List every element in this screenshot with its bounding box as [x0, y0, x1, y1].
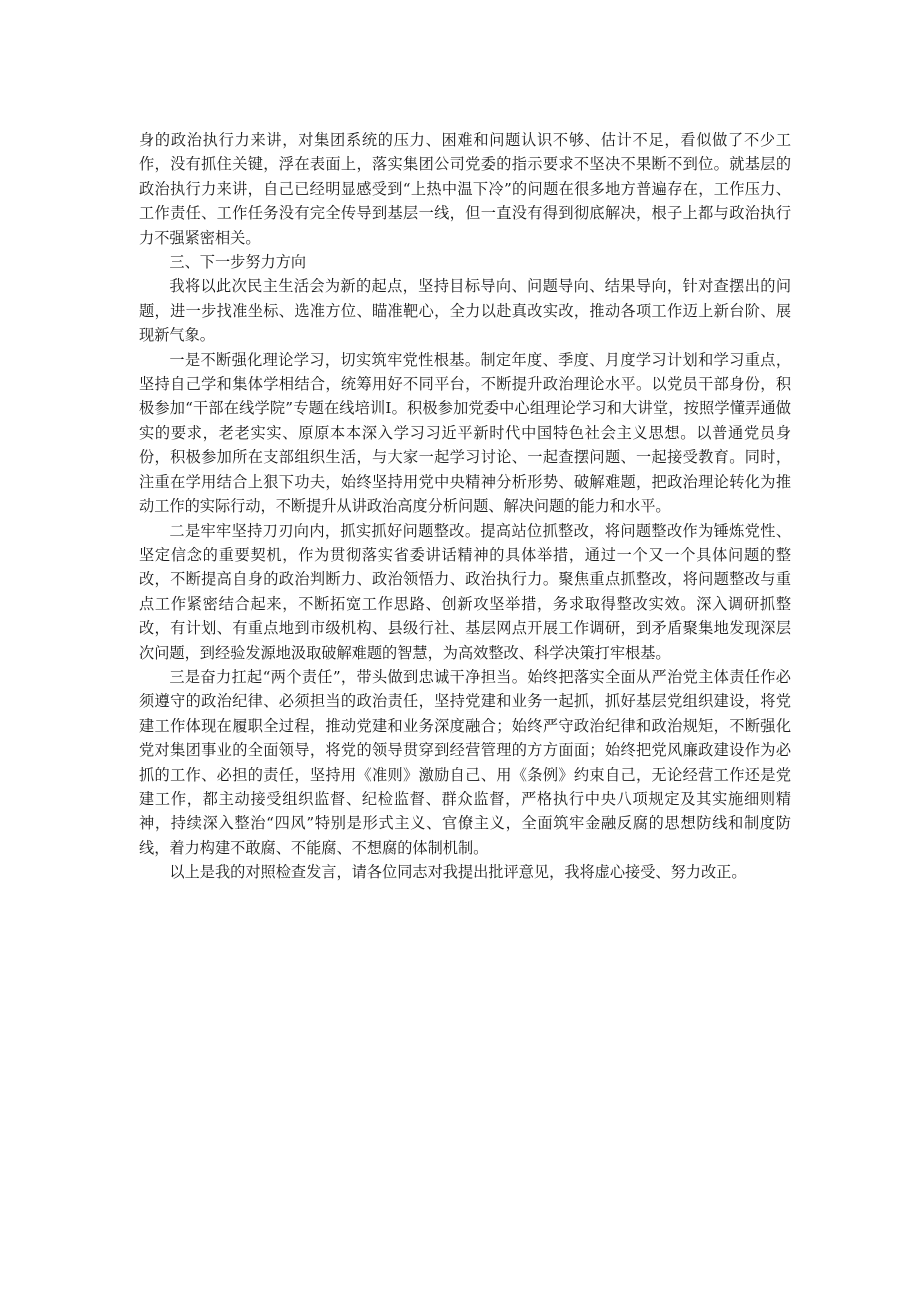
paragraph-continuation: 身的政治执行力来讲，对集团系统的压力、困难和问题认识不够、估计不足，看似做了不少工作，没有抓住关键，浮在表面上，落实集团公司党委的指示要求不坚决不果断不到位。就基层的政治执行力来讲，自己已经明显感受到“上热中温下冷”的问题在很多地方普遍存在，工作压力、工作责任、工作任务没有完全传导到基层一线，但一直没有得到彻底解决，根子上都与政治执行力不强紧密相关。 [139, 131, 791, 247]
paragraph-point-2: 二是牢牢坚持刀刃向内，抓实抓好问题整改。提高站位抓整改，将问题整改作为锤炼党性、坚定信念的重要契机，作为贯彻落实省委讲话精神的具体举措，通过一个又一个具体问题的整改，不断提高自身的政治判断力、政治领悟力、政治执行力。聚焦重点抓整改，将问题整改与重点工作紧密结合起来，不断拓宽工作思路、创新攻坚举措，务求取得整改实效。深入调研抓整改，有计划、有重点地到市级机构、县级行社、基层网点开展工作调研，到矛盾聚集地发现深层次问题，到经验发源地汲取破解难题的智慧，为高效整改、科学决策打牢根基。 [139, 521, 791, 662]
paragraph-closing: 以上是我的对照检查发言，请各位同志对我提出批评意见，我将虚心接受、努力改正。 [169, 863, 747, 882]
section-heading: 三、下一步努力方向 [169, 253, 307, 272]
document-body [139, 128, 791, 885]
paragraph-intro: 我将以此次民主生活会为新的起点，坚持目标导向、问题导向、结果导向，针对查摆出的问题，进一步找准坐标、选准方位、瞄准靶心，全力以赴真改实改，推动各项工作迈上新台阶、展现新气象。 [139, 277, 791, 345]
paragraph-point-3: 三是奋力扛起“两个责任”，带头做到忠诚干净担当。始终把落实全面从严治党主体责任作必须遵守的政治纪律、必须担当的政治责任，坚持党建和业务一起抓，抓好基层党组织建设，将党建工作体现在履职全过程，推动党建和业务深度融合；始终严守政治纪律和政治规矩，不断强化党对集团事业的全面领导，将党的领导贯穿到经营管理的方方面面；始终把党风廉政建设作为必抓的工作、必担的责任，坚持用《准则》激励自己、用《条例》约束自己，无论经营工作还是党建工作，都主动接受组织监督、纪检监督、群众监督，严格执行中央八项规定及其实施细则精神，持续深入整治“四风”特别是形式主义、官僚主义，全面筑牢金融反腐的思想防线和制度防线，着力构建不敢腐、不能腐、不想腐的体制机制。 [139, 667, 791, 857]
paragraph-point-1: 一是不断强化理论学习，切实筑牢党性根基。制定年度、季度、月度学习计划和学习重点，坚持自己学和集体学相结合，统筹用好不同平台，不断提升政治理论水平。以党员干部身份，积极参加“干部在线学院”专题在线培训Ⅰ。积极参加党委中心组理论学习和大讲堂，按照学懂弄通做实的要求，老老实实、原原本本深入学习习近平新时代中国特色社会主义思想。以普通党员身份，积极参加所在支部组织生活，与大家一起学习讨论、一起查摆问题、一起接受教育。同时，注重在学用结合上狠下功夫，始终坚持用党中央精神分析形势、破解难题，把政治理论转化为推动工作的实际行动，不断提升从讲政治高度分析问题、解决问题的能力和水平。 [139, 350, 791, 516]
